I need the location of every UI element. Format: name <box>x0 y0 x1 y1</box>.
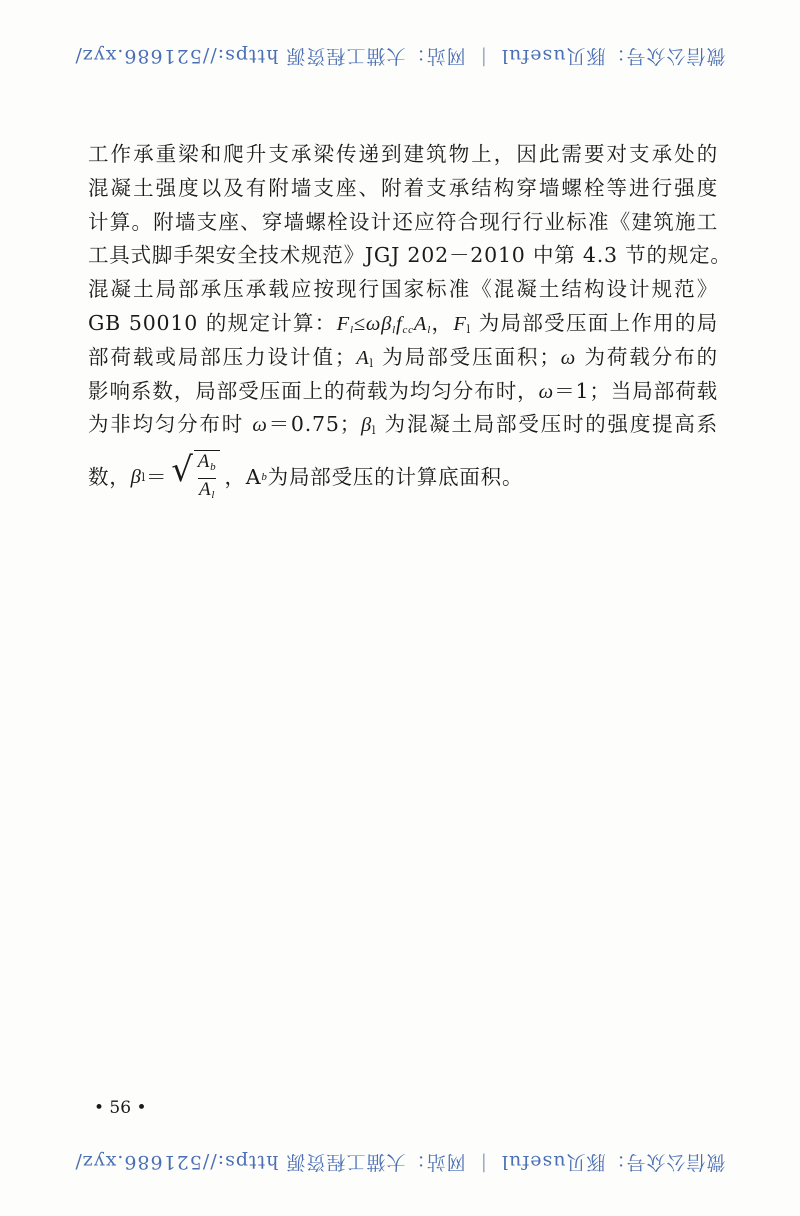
watermark-top <box>0 38 800 78</box>
watermark-wechat: 微信公众号：豚贝useful <box>500 1151 726 1174</box>
formula-bearing-capacity: $F_l\le\omega\beta_lf_{cc}A_l$ <box>336 312 432 336</box>
text-line: 计算。附墙支座、穿墙螺栓设计还应符合现行行业标准《建筑施工 <box>88 209 718 234</box>
fraction: $\frac{A_b}{A_l}$ <box>194 450 221 506</box>
text-line: 为非均匀分布时 ω＝0.75；$\beta_l$ 为混凝土局部受压时的强度提高系 <box>88 412 718 438</box>
text-line: 部荷载或局部压力设计值；$A_l$ 为局部受压面积；ω 为荷载分布的 <box>88 344 718 370</box>
watermark-bottom <box>0 1144 800 1184</box>
text-line: 混凝土强度以及有附墙支座、附着支承结构穿墙螺栓等进行强度 <box>88 175 718 200</box>
watermark-separator: | <box>479 47 487 69</box>
text-line: 工作承重梁和爬升支承梁传递到建筑物上，因此需要对支承处的 <box>88 142 718 166</box>
watermark-wechat: 微信公众号：豚贝useful <box>500 45 726 68</box>
text-line: 影响系数，局部受压面上的荷载为均匀分布时，ω＝1；当局部荷载 <box>88 378 718 403</box>
page-number: • 56 • <box>94 1098 147 1118</box>
radical-sign-icon: √ <box>171 450 194 491</box>
square-root-formula <box>171 450 220 506</box>
watermark-separator: | <box>479 1153 487 1175</box>
text: 为局部受压面上作用的局 <box>471 310 718 335</box>
text: GB 50010 的规定计算： <box>88 310 337 335</box>
text-line: 工具式脚手架安全技术规范》JGJ 202－2010 中第 4.3 节的规定。 <box>88 243 732 268</box>
text-line-formula: 数， β l ＝ √ $\frac{A_b}{A_l}$ ，A b 为局部受压的计算底面积。 <box>88 456 718 500</box>
body-text <box>88 138 732 502</box>
text-line: GB 50010 的规定计算：$F_l\le\omega\beta_lf_{cc}A_l$，$F_l$ 为局部受压面上作用的局 <box>88 310 718 336</box>
watermark-website: 网站：大猫工程资源 https://521686.xyz/ <box>74 1151 466 1174</box>
text-line: 混凝土局部承压承载应按现行国家标准《混凝土结构设计规范》 <box>88 277 718 302</box>
watermark-website: 网站：大猫工程资源 https://521686.xyz/ <box>74 45 466 68</box>
